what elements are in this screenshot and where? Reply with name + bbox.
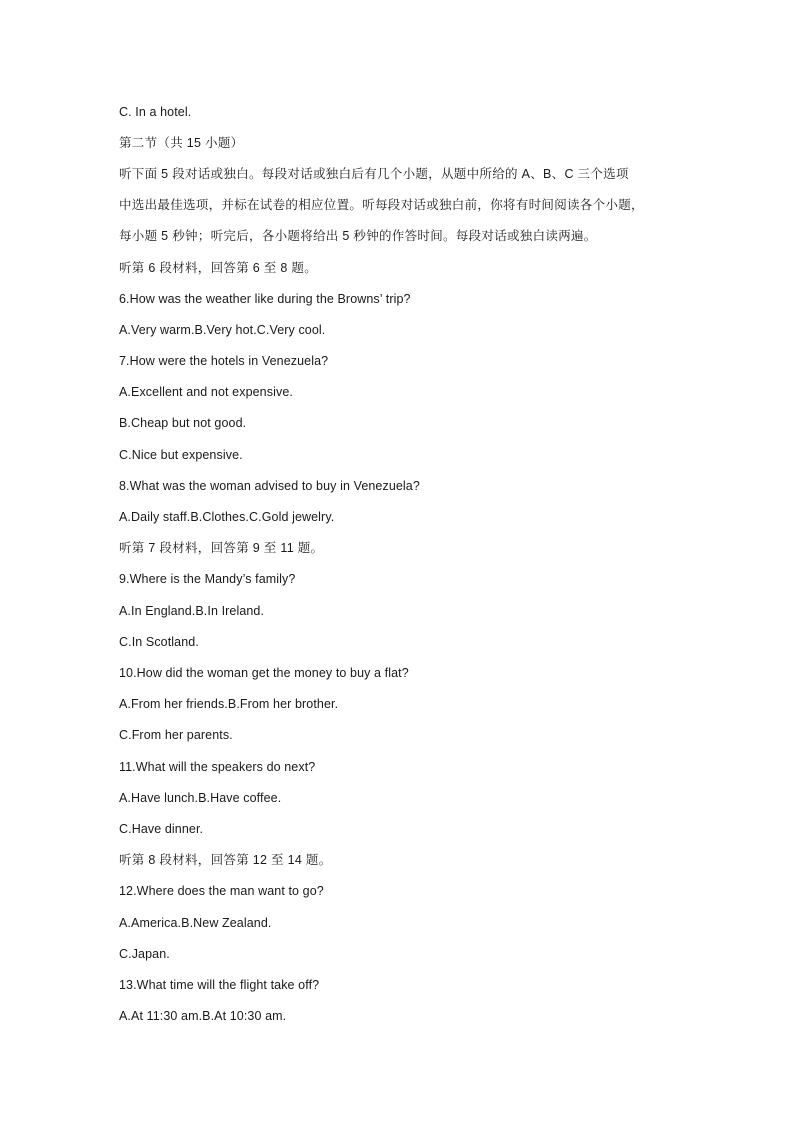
option-line: A.Have lunch.B.Have coffee. bbox=[119, 791, 282, 805]
material-heading: 听第 8 段材料，回答第 12 至 14 题。 bbox=[119, 853, 332, 867]
option-line: A.Daily staff.B.Clothes.C.Gold jewelry. bbox=[119, 510, 335, 524]
question-line: 10.How did the woman get the money to buy a flat? bbox=[119, 666, 409, 680]
instruction-line: 每小题 5 秒钟；听完后，各小题将给出 5 秒钟的作答时间。每段对话或独白读两遍。 bbox=[119, 229, 597, 243]
question-line: 6.How was the weather like during the Browns’ trip? bbox=[119, 292, 411, 306]
option-line: B.Cheap but not good. bbox=[119, 416, 247, 430]
option-line: C.Nice but expensive. bbox=[119, 448, 243, 462]
instruction-line: 中选出最佳选项，并标在试卷的相应位置。听每段对话或独白前，你将有时间阅读各个小题， bbox=[119, 198, 644, 212]
option-line: A.At 11:30 am.B.At 10:30 am. bbox=[119, 1009, 287, 1023]
material-heading: 听第 6 段材料，回答第 6 至 8 题。 bbox=[119, 261, 317, 275]
option-line: C.In Scotland. bbox=[119, 635, 199, 649]
option-line: C.Have dinner. bbox=[119, 822, 204, 836]
question-line: 13.What time will the flight take off? bbox=[119, 978, 320, 992]
option-line: C.From her parents. bbox=[119, 728, 233, 742]
material-heading: 听第 7 段材料，回答第 9 至 11 题。 bbox=[119, 541, 324, 555]
option-line: C.Japan. bbox=[119, 947, 170, 961]
option-line: A.America.B.New Zealand. bbox=[119, 916, 272, 930]
option-line: C. In a hotel. bbox=[119, 105, 192, 119]
option-line: A.In England.B.In Ireland. bbox=[119, 604, 265, 618]
option-line: A.Excellent and not expensive. bbox=[119, 385, 293, 399]
instruction-line: 听下面 5 段对话或独白。每段对话或独白后有几个小题，从题中所给的 A、B、C 三个选项 bbox=[119, 167, 629, 181]
question-line: 8.What was the woman advised to buy in Venezuela? bbox=[119, 479, 420, 493]
question-line: 7.How were the hotels in Venezuela? bbox=[119, 354, 329, 368]
option-line: A.Very warm.B.Very hot.C.Very cool. bbox=[119, 323, 326, 337]
question-line: 11.What will the speakers do next? bbox=[119, 760, 316, 774]
section-heading: 第二节（共 15 小题） bbox=[119, 136, 244, 150]
question-line: 9.Where is the Mandy’s family? bbox=[119, 572, 296, 586]
option-line: A.From her friends.B.From her brother. bbox=[119, 697, 339, 711]
question-line: 12.Where does the man want to go? bbox=[119, 884, 324, 898]
